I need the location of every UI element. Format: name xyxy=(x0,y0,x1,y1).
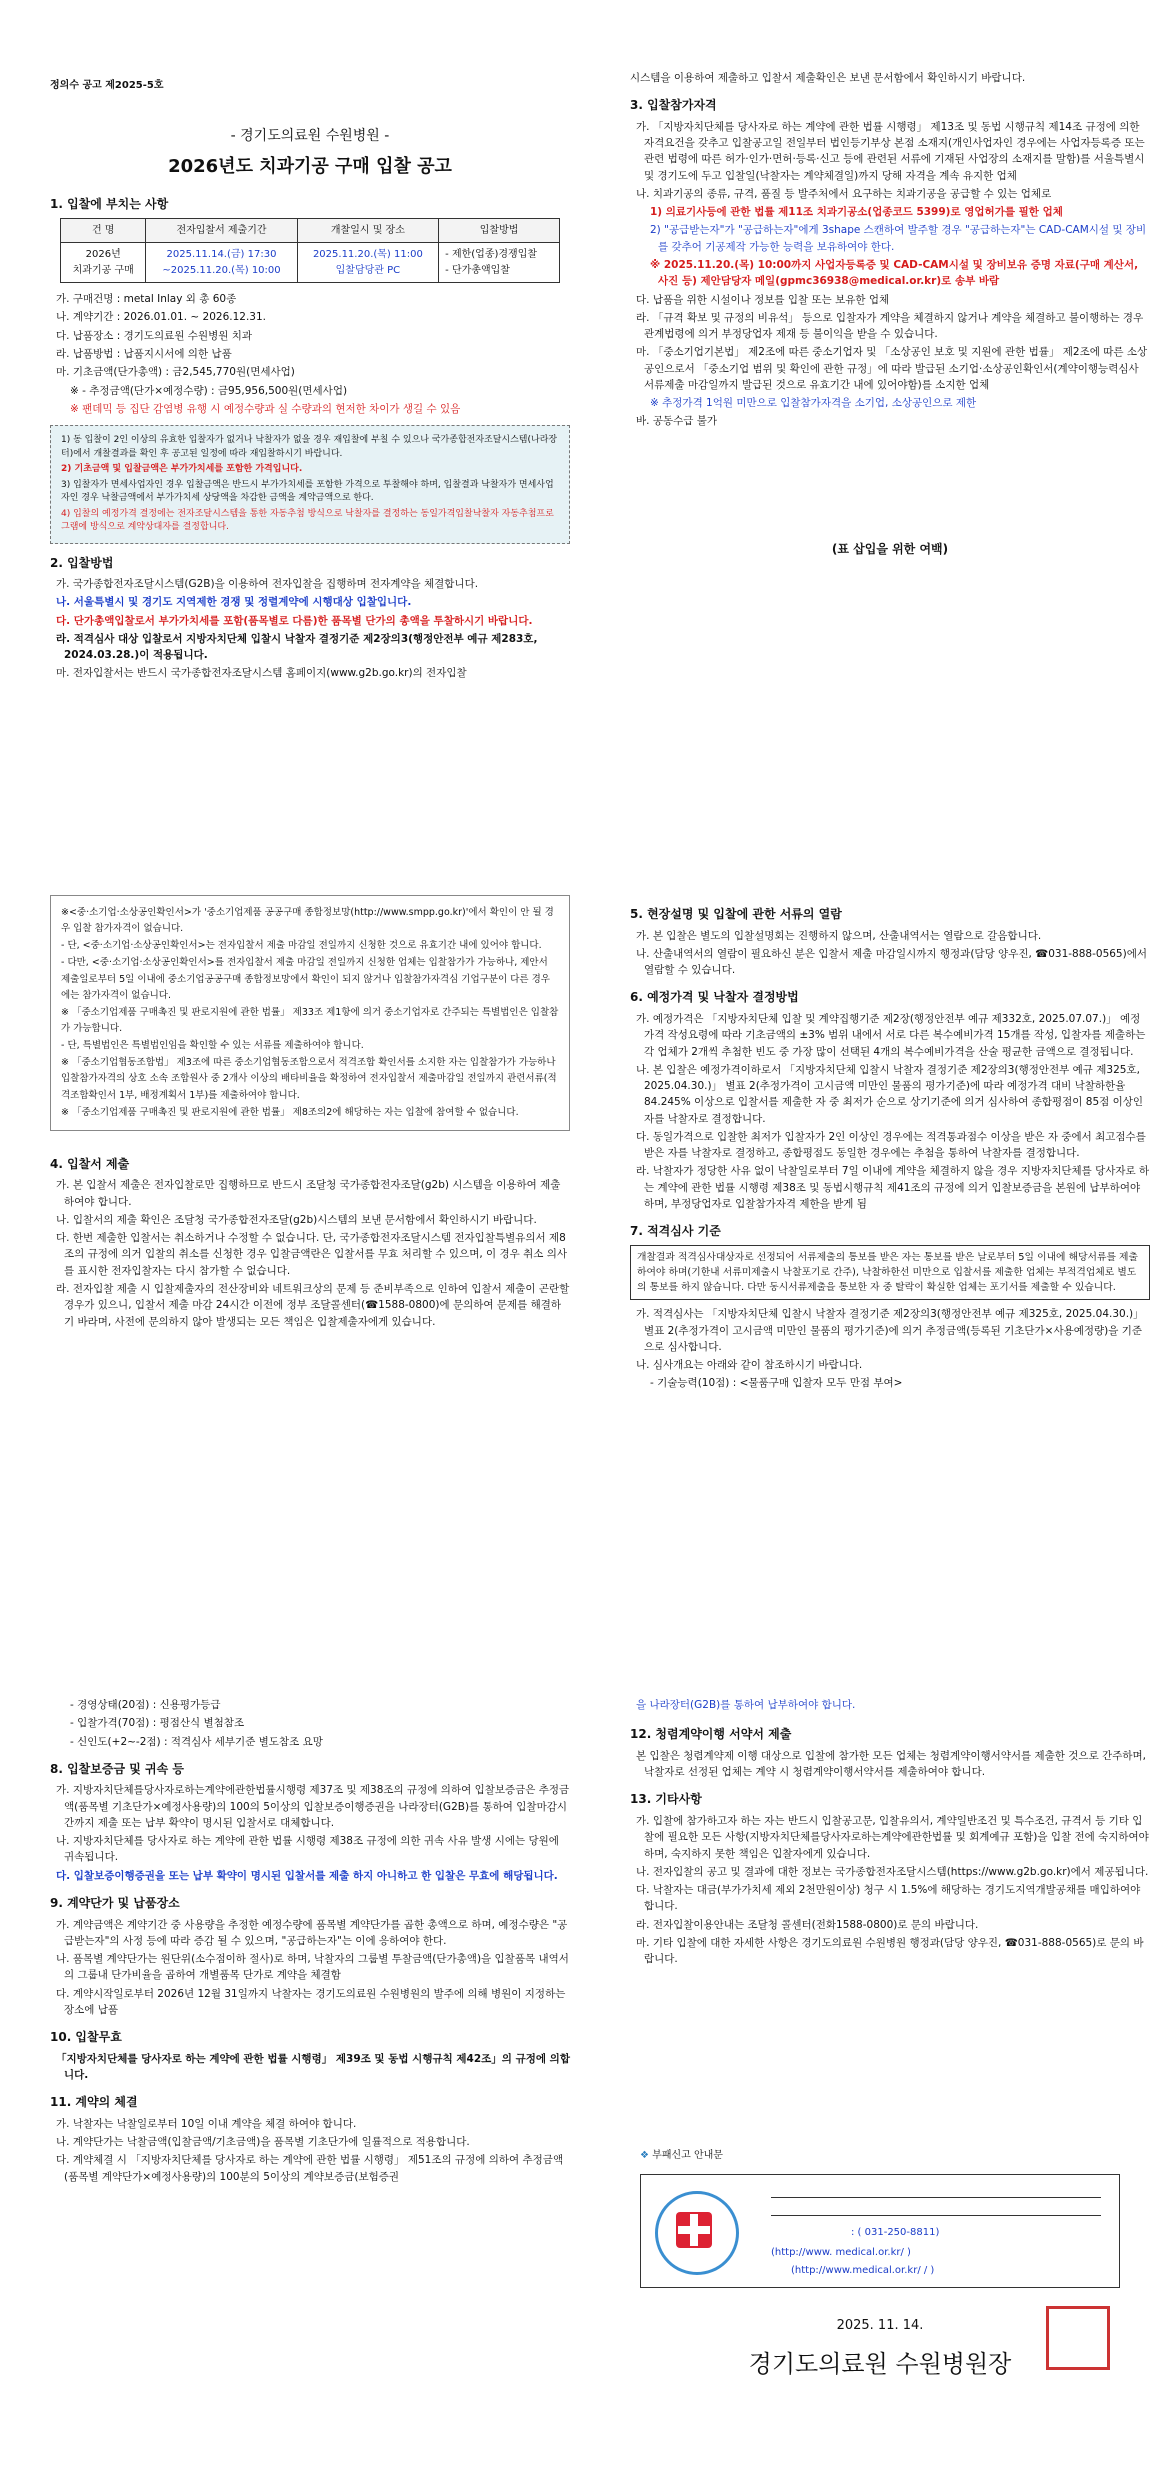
sme-certificate-box xyxy=(50,895,570,1131)
page-2 xyxy=(630,68,1150,558)
table-cell: 2026년 치과기공 구매 xyxy=(61,243,146,283)
hospital-logo-icon xyxy=(655,2191,739,2275)
box-item: ※ 「중소기업제품 구매촉진 및 판로지원에 관한 법률」 제33조 제1항에 의거 중소기업자로 간주되는 특별법인은 입찰참가 가능합니다. xyxy=(61,1006,559,1034)
list-item: 마. 기초금액(단가총액) : 금2,545,770원(면세사업) xyxy=(56,366,295,379)
section-13-heading: 13. 기타사항 xyxy=(630,1792,702,1807)
list-item: 가. 적격심사는 「지방자치단체 입찰시 낙찰자 결정기준 제2장의3(행정안전부 예규 제325호, 2025.04.30.)」 별표 2(추정가격이 고시금액 미만인 물품의 평가기준)에 의거 추정금액(등록된 기초단가×사용예정량)을 기준으로 심사합니다. xyxy=(636,1308,1144,1353)
list-item: 나. 계약단가는 낙찰금액(입찰금액/기초금액)을 품목별 기초단가에 일률적으로 적용합니다. xyxy=(56,2136,470,2149)
list-item: 마. 기타 입찰에 대한 자세한 사항은 경기도의료원 수원병원 행정과(담당 양우진, ☎031-888-0565)로 문의 바랍니다. xyxy=(636,1936,1144,1966)
list-item: 가. 「지방자치단체를 당사자로 하는 계약에 관한 법률 시행령」 제13조 및 동법 시행규칙 제14조 규정에 의한 자격요건을 갖추고 입찰공고일 전일부터 법인등기부상 본점 소재지(개인사업자인 경우에는 사업자등록증 또는 관련 법령에 따른 허가·인가·면허·등록·신고 등에 관련된 서류에 기재된 사업장의 소재지를 말함)를 서울특별시 및 경기도에 두고 입찰일(낙찰자는 계약체결일)까지 당해 자격을 계속 유지한 업체 xyxy=(636,120,1145,182)
notice-number: 정의수 공고 제2025-5호 xyxy=(50,80,164,91)
table-cell: - 제한(업종)경쟁입찰 - 단가총액입찰 xyxy=(439,243,560,283)
page-5 xyxy=(50,1695,570,2187)
list-item: 라. 적격심사 대상 입찰로서 지방자치단체 입찰시 낙찰자 결정기준 제2장의3(행정안전부 예규 제283호, 2024.03.28.)이 적용됩니다. xyxy=(56,632,538,662)
notice-box xyxy=(50,425,570,544)
list-item: - 경영상태(20점) : 신용평가등급 xyxy=(70,1699,221,1711)
box-item: ※ 「중소기업협동조합법」 제3조에 따른 중소기업협동조합으로서 적격조합 확인서를 소지한 자는 입찰참가가 가능하나 입찰참가자격의 상호 소속 조합원사 중 2개사 이상의 배타비율을 확정하여 전자입찰서 제출마감일 전일까지 관련서류(적격조합확인서 1부, 배정계획서 1부)를 제출하여야 합니다. xyxy=(61,1057,557,1101)
section-6-heading: 6. 예정가격 및 낙찰자 결정방법 xyxy=(630,990,799,1005)
page-1 xyxy=(50,68,570,684)
list-item: 마. 전자입찰서는 반드시 국가종합전자조달시스템 홈페이지(www.g2b.go.kr)의 전자입찰 xyxy=(56,667,467,680)
box-item: - 단, <중·소기업·소상공인확인서>는 전자입찰서 제출 마감일 전일까지 신청한 것으로 유효기간 내에 있어야 합니다. xyxy=(61,940,542,952)
list-item: 가. 국가종합전자조달시스템(G2B)을 이용하여 전자입찰을 집행하며 전자계약을 체결합니다. xyxy=(56,578,479,591)
notice-box-item: 3) 입찰자가 면세사업자인 경우 입찰금액은 반드시 부가가치세를 포함한 가격으로 투찰해야 하며, 입찰결과 낙찰자가 면세사업자인 경우 낙찰금액에서 부가가치세 상당액을 차감한 금액을 계약금액으로 한다. xyxy=(61,479,554,504)
estimate-note: ※ - 추정금액(단가×예정수량) : 금95,956,500원(면세사업) xyxy=(70,384,348,397)
logo-cross xyxy=(678,2226,710,2234)
list-item: - 신인도(+2~-2점) : 적격심사 세부기준 별도참조 요망 xyxy=(70,1735,323,1748)
section-3-heading: 3. 입찰참가자격 xyxy=(630,98,717,113)
section-4-heading: 4. 입찰서 제출 xyxy=(50,1156,130,1171)
blank-line xyxy=(771,2215,1101,2216)
list-item: 라. 낙찰자가 정당한 사유 없이 낙찰일로부터 7일 이내에 계약을 체결하지 않을 경우 지방자치단체를 당사자로 하는 계약에 관한 법률 시행령 제38조 및 동법시행규칙 제41조의 규정에 의거 입찰보증금을 본원에 납부하여야 하며, 부정당업자로 입찰참가자격 제한을 받게 됨 xyxy=(636,1165,1150,1210)
signature-block xyxy=(640,2148,1120,2383)
list-item: 라. 전자입찰이용안내는 조달청 콜센터(전화1588-0800)로 문의 바랍니다. xyxy=(636,1918,979,1931)
table-header: 개찰일시 및 장소 xyxy=(297,218,439,243)
list-item: 라. 전자입찰 제출 시 입찰제출자의 전산장비와 네트워크상의 문제 등 준비부족으로 인하여 입찰서 제출이 곤란할 경우가 있으니, 입찰서 제출 마감 24시간 이전에 정부 조달콜센터(☎1588-0800)에 문의하여 문제를 해결하기 바라며, 사전에 문의하지 않아 발생되는 모든 책임은 입찰제출자에게 있습니다. xyxy=(56,1283,570,1328)
report-url[interactable]: (http://www. medical.or.kr/ ) xyxy=(771,2246,911,2258)
list-item: 가. 구매건명 : metal Inlay 외 총 60종 xyxy=(56,293,237,306)
list-item: 다. 납품을 위한 시설이나 정보를 입찰 또는 보유한 업체 xyxy=(636,293,890,306)
report-contact-box xyxy=(640,2174,1120,2288)
section-2-heading: 2. 입찰방법 xyxy=(50,555,114,570)
list-item: 다. 동일가격으로 입찰한 최저가 입찰자가 2인 이상인 경우에는 적격통과점수 이상을 받은 자 중에서 최고점수를 받은 자를 낙찰자로 결정하고, 종합평점도 동일한 경우에는 추첨을 통하여 낙찰자를 결정합니다. xyxy=(636,1130,1146,1160)
list-item: ※ 2025.11.20.(목) 10:00까지 사업자등록증 및 CAD-CAM시설 및 장비보유 증명 자료(구매 계산서, 사진 등) 제안담당자 메일(gpmc36938@medical.or.kr)로 송부 바람 xyxy=(650,258,1139,288)
list-item: 「지방자치단체를 당사자로 하는 계약에 관한 법률 시행령」 제39조 및 동법 시행규칙 제42조」의 규정에 의합니다. xyxy=(56,2052,570,2082)
report-guide-label: 부패신고 안내문 xyxy=(652,2150,723,2161)
list-item: 나. 전자입찰의 공고 및 결과에 대한 정보는 국가종합전자조달시스템(https://www.g2b.go.kr)에서 제공됩니다. xyxy=(636,1865,1149,1878)
table-header: 건 명 xyxy=(61,218,146,243)
box-item: ※ 「중소기업제품 구매촉진 및 판로지원에 관한 법률」 제8조의2에 해당하는 자는 입찰에 참여할 수 없습니다. xyxy=(61,1106,519,1118)
list-item: 다. 납품장소 : 경기도의료원 수원병원 치과 xyxy=(56,329,252,342)
list-item: 나. 산출내역서의 열람이 필요하신 분은 입찰서 제출 마감일시까지 행정과(담당 양우진, ☎031-888-0565)에서 열람할 수 있습니다. xyxy=(636,947,1147,977)
blank-space-note: (표 삽입을 위한 여백) xyxy=(831,541,949,556)
page-3 xyxy=(50,895,570,1332)
list-item: 라. 「규격 확보 및 규정의 비유석」 등으로 입찰자가 계약을 체결하지 않거나 계약을 체결하고 불이행하는 경우 관계법령에 의거 부정당업자 제재 등 불이익을 받을 수 있습니다. xyxy=(636,311,1144,341)
list-item: 가. 낙찰자는 낙찰일로부터 10일 이내 계약을 체결 하여야 합니다. xyxy=(56,2117,357,2130)
list-item: 가. 예정가격은 「지방자치단체 입찰 및 계약집행기준 제2장(행정안전부 예규 제332호, 2025.07.07.)」 예정가격 작성요령에 따라 기초금액의 ±3% 범위 내에서 서로 다른 복수예비가격 15개를 작성, 입찰자를 제출하는 각 업체가 2개씩 추첨한 빈도 중 가장 많이 선택된 4개의 복수예비가격을 산술 평균한 금액으로 결정됩니다. xyxy=(636,1012,1146,1058)
list-item: 라. 납품방법 : 납품지시서에 의한 납품 xyxy=(56,347,232,360)
list-item: 나. 지방자치단체를 당사자로 하는 계약에 관한 법률 시행령 제38조 규정에 의한 귀속 사유 발생 시에는 당원에 귀속됩니다. xyxy=(56,1835,559,1864)
notice-box-item: 4) 입찰의 예정가격 결정에는 전자조달시스템을 통한 자동추첨 방식으로 낙찰자를 결정하는 동일가격입찰낙찰자 자동추첨프로그램에 방식으로 계약상대자를 결정합니다. xyxy=(61,508,554,533)
section-12-heading: 12. 청렴계약이행 서약서 제출 xyxy=(630,1727,792,1742)
report-icon: ❖ xyxy=(640,2150,649,2161)
notice-box-item: 1) 동 입찰이 2인 이상의 유효한 입찰자가 없거나 낙찰자가 없을 경우 재입찰에 부칠 수 있으나 국가종합전자조달시스템(나라장터)에서 개찰결과를 확인 후 공고된 일정에 따라 재입찰하시기 바랍니다. xyxy=(61,435,558,459)
list-item: 다. 계약체결 시 「지방자치단체를 당사자로 하는 계약에 관한 법률 시행령」 제51조의 규정에 의하여 추정금액(품목별 계약단가×예정사용량)의 100분의 5이상의 계약보증금(보험증권 xyxy=(56,2154,564,2183)
page-6 xyxy=(630,1695,1150,1969)
report-phone: : ( 031-250-8811) xyxy=(851,2226,940,2238)
list-item: - 입찰가격(70점) : 평점산식 별첨참조 xyxy=(70,1717,245,1730)
list-item: 바. 공동수급 불가 xyxy=(636,415,718,428)
section-9-heading: 9. 계약단가 및 납품장소 xyxy=(50,1895,180,1910)
section-11-heading: 11. 계약의 체결 xyxy=(50,2095,138,2110)
list-item: 2) "공급받는자"가 "공급하는자"에게 3shape 스캔하여 발주할 경우 "공급하는자"는 CAD-CAM시설 및 장비를 갖추어 기공제작 가능한 능력을 보유하여야 한다. xyxy=(650,224,1147,253)
table-header: 전자입찰서 제출기간 xyxy=(146,218,297,243)
continuation-text: 시스템을 이용하여 제출하고 입찰서 제출확인은 보낸 문서함에서 확인하시기 바랍니다. xyxy=(630,72,1026,84)
list-item: 나. 계약기간 : 2026.01.01. ~ 2026.12.31. xyxy=(56,311,266,324)
section-5-heading: 5. 현장설명 및 입찰에 관한 서류의 열람 xyxy=(630,907,842,921)
list-item: - 기술능력(10점) : <물품구매 입찰자 모두 만점 부여> xyxy=(650,1377,903,1390)
report-guide-title xyxy=(640,2148,1120,2164)
list-item: 나. 서울특별시 및 경기도 지역제한 경쟁 및 정렬계약에 시행대상 입찰입니다. xyxy=(56,596,412,609)
table-cell: 2025.11.20.(목) 11:00 입찰담당관 PC xyxy=(297,243,439,283)
section-10-heading: 10. 입찰무효 xyxy=(50,2030,122,2045)
list-item: 나. 치과기공의 종류, 규격, 품질 등 발주처에서 요구하는 치과기공을 공급할 수 있는 업체로 xyxy=(636,187,1052,200)
list-item: 다. 낙찰자는 대금(부가가치세 제외 2천만원이상) 청구 시 1.5%에 해당하는 경기도지역개발공채를 매입하여야 합니다. xyxy=(636,1884,1141,1913)
issuer-name: 경기도의료원 수원병원장 xyxy=(748,2349,1012,2378)
blank-line xyxy=(771,2197,1101,2198)
table-header: 입찰방법 xyxy=(439,218,560,243)
notice-box-item: 2) 기초금액 및 입찰금액은 부가가치세를 포함한 가격입니다. xyxy=(61,464,303,475)
list-item: 가. 본 입찰서 제출은 전자입찰로만 집행하므로 반드시 조달청 국가종합전자조달(g2b) 시스템을 이용하여 제출하여야 합니다. xyxy=(56,1179,561,1208)
official-seal xyxy=(1046,2306,1110,2370)
list-item: 다. 입찰보증이행증권을 또는 납부 확약이 명시된 입찰서를 제출 하지 아니하고 한 입찰은 무효에 해당됩니다. xyxy=(56,1869,558,1882)
box-item: - 다만, <중·소기업·소상공인확인서>를 전자입찰서 제출 마감일 전일까지 신청한 업체는 입찰참가가 가능하나, 제안서 제출일로부터 5일 이내에 중소기업공공구매 종합정보망에서 확인이 되지 않거나 입찰참가자격심 기업구분이 다른 경우에는 참가자격이 없습니다. xyxy=(61,957,550,1001)
box-item: ※<중·소기업·소상공인확인서>가 '중소기업제품 공공구매 종합정보망(http://www.smpp.go.kr)'에서 확인이 안 될 경우 입찰 참가자격이 없습니다. xyxy=(61,907,554,935)
list-item: 다. 한번 제출한 입찰서는 취소하거나 수정할 수 없습니다. 단, 국가종합전자조달시스템 전자입찰특별유의서 제8조의 규정에 의거 입찰의 취소를 신청한 경우 입찰금액란은 입찰서를 무효 처리할 수 있으며, 이 경우 취소 의사를 표시한 전자입찰자는 다시 참가할 수 없습니다. xyxy=(56,1232,568,1277)
section-8-heading: 8. 입찰보증금 및 귀속 등 xyxy=(50,1761,184,1776)
list-item: 1) 의료기사등에 관한 법률 제11조 치과기공소(업종코드 5399)로 영업허가를 필한 업체 xyxy=(650,206,1063,219)
list-item: 나. 본 입찰은 예정가격이하로서 「지방자치단체 입찰시 낙찰자 결정기준 제2장의3(행정안전부 예규 제325호, 2025.04.30.)」 별표 2(추정가격이 고시금액 미만인 물품의 평가기준)에 따라 예정가격 대비 낙찰하한율 84.245% 이상으로 입찰서를 제출한 자 중 최저가 순으로 상기기준에 의거 심사하여 종합평점이 85점 이상인 자를 낙찰자로 결정합니다. xyxy=(636,1063,1144,1125)
box-item: - 단, 특별법인은 특별법인임을 확인할 수 있는 서류를 제출하여야 합니다. xyxy=(61,1040,364,1052)
organization-heading: - 경기도의료원 수원병원 - xyxy=(230,127,390,144)
list-item: 다. 단가총액입찰로서 부가가치세를 포함(품목별로 다름)한 품목별 단가의 총액을 투찰하시기 바랍니다. xyxy=(56,614,533,627)
table-cell: 2025.11.14.(금) 17:30 ~2025.11.20.(목) 10:00 xyxy=(146,243,297,283)
list-item: 가. 본 입찰은 별도의 입찰설명회는 진행하지 않으며, 산출내역서는 열람으로 갈음합니다. xyxy=(636,929,1042,942)
section-7-heading: 7. 적격심사 기준 xyxy=(630,1224,721,1239)
pandemic-note: ※ 팬데믹 등 집단 감염병 유행 시 예정수량과 실 수량과의 현저한 차이가 생길 수 있음 xyxy=(70,402,461,415)
list-item: 가. 지방자치단체를당사자로하는계약에관한법률시행령 제37조 및 제38조의 규정에 의하여 입찰보증금은 추정금액(품목별 기초단가×예정사용량)의 100의 5이상의 입찰보증이행증권을 나라장터(G2B)를 통하여 입찰마감시간까지 제출 또는 납부 확약이 명시된 입찰서로 대체합니다. xyxy=(56,1784,570,1829)
report-url[interactable]: (http://www.medical.or.kr/ / ) xyxy=(791,2264,935,2276)
continuation-text: 을 나라장터(G2B)를 통하여 납부하여야 합니다. xyxy=(636,1699,856,1711)
list-item: 나. 입찰서의 제출 확인은 조달청 국가종합전자조달(g2b)시스템의 보낸 문서함에서 확인하시기 바랍니다. xyxy=(56,1213,537,1226)
list-item: 마. 「중소기업기본법」 제2조에 따른 중소기업자 및 「소상공인 보호 및 지원에 관한 법률」 제2조에 따른 소상공인으로서 「중소기업 범위 및 확인에 관한 규정」에 따라 발급된 소기업·소상공인확인서(계약이행능력심사 서류제출 마감일까지 발급된 것으로 유효기간 내에 있어야함)를 소지한 업체 xyxy=(636,346,1148,391)
qualification-notice-box: 개찰결과 적격심사대상자로 선정되어 서류제출의 통보를 받은 자는 통보를 받은 날로부터 5일 이내에 해당서류를 제출하여야 하며(기한내 서류미제출시 낙찰포기로 간주), 낙찰하한선 미만으로 입찰서를 제출한 업체는 부적격업체로 별도의 통보를 하지 않습니다. 다만 동시서류제출을 통보한 자 중 탈락이 확실한 업체는 포기서를 제출할 수 있습니다. xyxy=(630,1245,1150,1301)
section-1-heading: 1. 입찰에 부치는 사항 xyxy=(50,197,169,212)
bid-info-table xyxy=(60,218,560,284)
issue-date: 2025. 11. 14. xyxy=(836,2317,924,2333)
list-item: 본 입찰은 청렴계약제 이행 대상으로 입찰에 참가한 모든 업체는 청렴계약이행서약서를 제출한 것으로 간주하며, 낙찰자로 선정된 업체는 계약 시 청렴계약이행서약서를 제출하여야 합니다. xyxy=(636,1749,1146,1779)
list-item: 다. 계약시작일로부터 2026년 12월 31일까지 낙찰자는 경기도의료원 수원병원의 발주에 의해 병원이 지정하는 장소에 납품 xyxy=(56,1987,566,2016)
page-4 xyxy=(630,895,1150,1394)
list-item: 가. 입찰에 참가하고자 하는 자는 반드시 입찰공고문, 입찰유의서, 계약일반조건 및 특수조건, 규격서 등 기타 입찰에 필요한 모든 사항(지방자치단체를당사자로하는계약에관한법률 및 회계예규 포함)을 입찰 전에 숙지하여야 하며, 숙지하지 못한 책임은 입찰자에게 있습니다. xyxy=(636,1814,1149,1860)
list-item: ※ 추정가격 1억원 미만으로 입찰참가자격을 소기업, 소상공인으로 제한 xyxy=(650,397,977,410)
list-item: 가. 계약금액은 계약기간 중 사용량을 추정한 예정수량에 품목별 계약단가를 곱한 총액으로 하며, 예정수량은 "공급받는자"의 사정 등에 따라 증감 될 수 있으며, "공급하는자"는 이에 응하여야 한다. xyxy=(56,1918,568,1947)
list-item: 나. 심사개요는 아래와 같이 참조하시기 바랍니다. xyxy=(636,1359,863,1372)
list-item: 나. 품목별 계약단가는 원단위(소수점이하 절사)로 하며, 낙찰자의 그룹별 투찰금액(단가총액)을 입찰품목 내역서의 그룹내 단가비율을 곱하여 개별품목 단가로 계약을 체결함 xyxy=(56,1953,569,1982)
document-title: 2026년도 치과기공 구매 입찰 공고 xyxy=(168,156,452,178)
